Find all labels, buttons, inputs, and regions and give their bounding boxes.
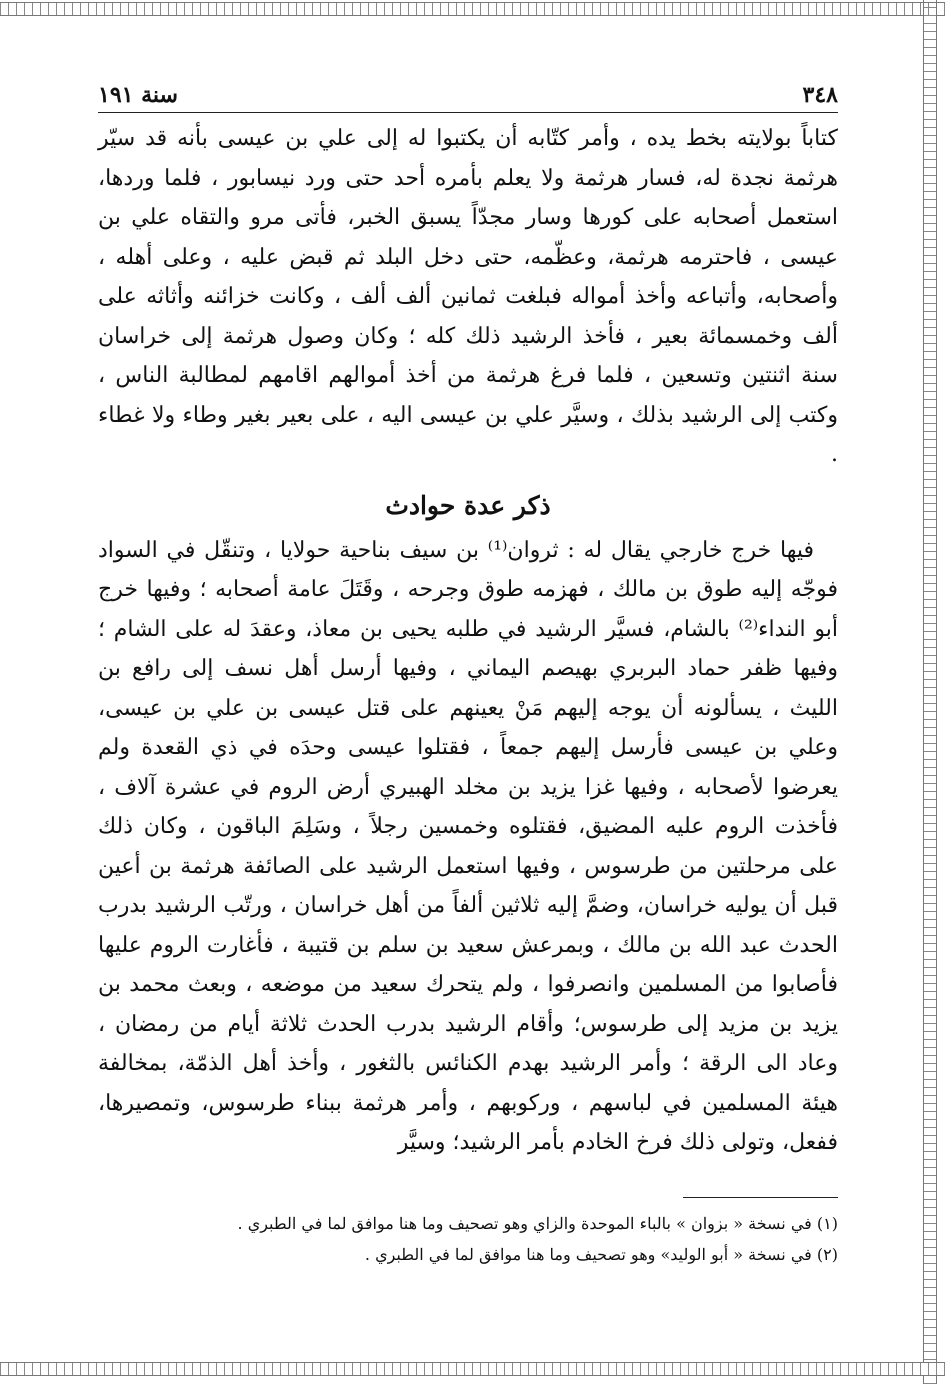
page-header xyxy=(98,82,838,113)
top-decorative-border xyxy=(0,2,945,16)
running-header-year: سنة ١٩١ xyxy=(98,82,178,108)
footnotes xyxy=(98,1208,838,1270)
bottom-decorative-border xyxy=(0,1362,945,1376)
book-page xyxy=(98,82,838,1270)
footnote-1: (١) في نسخة « بزوان » بالباء الموحدة والزاي وهو تصحيف وما هنا موافق لما في الطبري . xyxy=(237,1213,838,1233)
main-paragraph-2: فيها خرج خارجي يقال له : ثروان⁽¹⁾ بن سيف بناحية حولايا ، وتنقّل في السواد فوجّه إليه طوق بن مالك ، فهزمه طوق وجرحه ، وقَتَلَ عامة أصحابه ؛ وفيها خرج أبو النداء⁽²⁾ بالشام، فسيَّر الرشيد في طلبه يحيى بن معاذ، وعقدَ له على الشام ؛ وفيها ظفر حماد البربري بهيصم اليماني ، وفيها أرسل أهل نسف إلى رافع بن الليث ، يسألونه أن يوجه إليهم مَنْ يعينهم على قتل عيسى بن علي بن عيسى، وعلي بن عيسى فأرسل إليهم جمعاً ، فقتلوا عيسى وحدَه في ذي القعدة ولم يعرضوا لأصحابه ، وفيها غزا يزيد بن مخلد الهبيري أرض الروم في عشرة آلاف ، فأخذت الروم عليه المضيق، فقتلوه وخمسين رجلاً ، وسَلِمَ الباقون ، وكان ذلك على مرحلتين من طرسوس ، وفيها استعمل الرشيد على الصائفة هرثمة بن أعين قبل أن يوليه خراسان، وضمَّ إليه ثلاثين ألفاً من أهل خراسان ، ورتّب الرشيد بدرب الحدث عبد الله بن مالك ، وبمرعش سعيد بن سلم بن قتيبة ، فأغارت الروم عليها فأصابوا من المسلمين وانصرفوا ، ولم يتحرك سعيد من موضعه ، وبعث محمد بن يزيد بن مزيد إلى طرسوس؛ وأقام الرشيد بدرب الحدث ثلاثة أيام من رمضان ، وعاد الى الرقة ؛ وأمر الرشيد بهدم الكنائس بالثغور ، وأخذ أهل الذمّة، بمخالفة هيئة المسلمين في لباسهم ، وركوبهم ، وأمر هرثمة ببناء طرسوس، وتمصيرها، ففعل، وتولى ذلك فرخ الخادم بأمر الرشيد؛ وسيَّر xyxy=(98,537,838,1155)
footnote-divider xyxy=(683,1197,838,1198)
main-paragraph-1: كتاباً بولايته بخط يده ، وأمر كتّابه أن يكتبوا له إلى علي بن عيسى بأنه قد سيّر هرثمة نجدة له، فسار هرثمة ولا يعلم بأمره أحد حتى ورد نيسابور ، فلما وردها، استعمل أصحابه على كورها وسار مجدّاً يسبق الخبر، فأتى مرو والتقاه علي بن عيسى ، فاحترمه هرثمة، وعظّمه، حتى دخل البلد ثم قبض عليه ، وعلى أهله ، وأصحابه، وأتباعه وأخذ أمواله فبلغت ثمانين ألف ألف ، وكانت خزائنه وأثاثه على ألف وخمسمائة بعير ، فأخذ الرشيد ذلك كله ؛ وكان وصول هرثمة إلى خراسان سنة اثنتين وتسعين ، فلما فرغ هرثمة من أخذ أموالهم اقامهم لمطالبة الناس ، وكتب إلى الرشيد بذلك ، وسيَّر علي بن عيسى اليه ، على بعير بغير وطاء ولا غطاء . xyxy=(98,126,838,467)
section-heading: ذكر عدة حوادث xyxy=(385,490,551,520)
page-number: ٣٤٨ xyxy=(802,82,838,108)
right-decorative-border xyxy=(923,0,937,1384)
footnote-2: (٢) في نسخة « أبو الوليد» وهو تصحيف وما هنا موافق لما في الطبري . xyxy=(364,1244,838,1264)
